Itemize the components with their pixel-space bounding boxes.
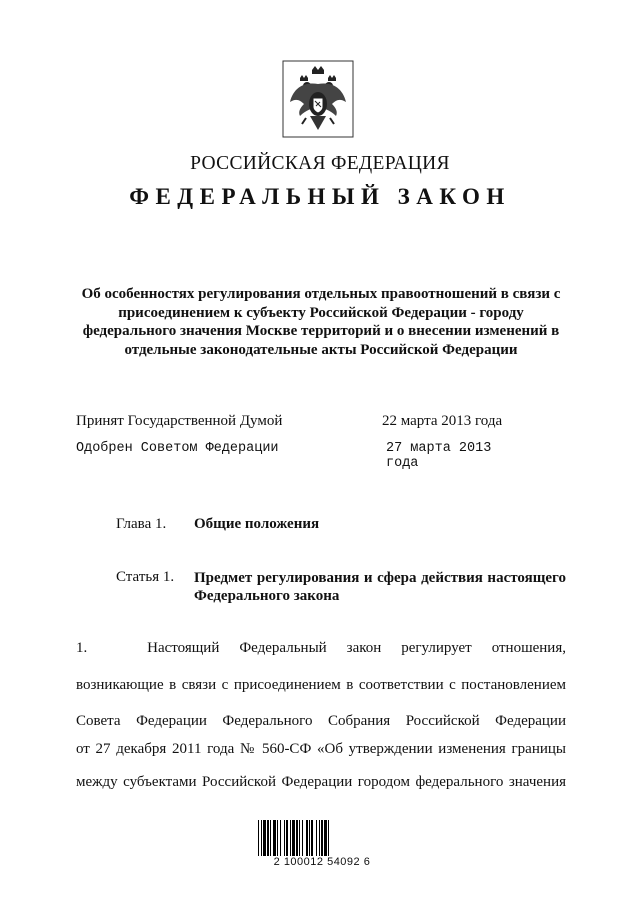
law-title — [76, 285, 566, 359]
article-title: Предмет регулирования и сфера действия настоящего Федерального закона — [194, 570, 566, 604]
barcode-block — [252, 820, 392, 870]
paragraph-line: возникающие в связи с присоединением в соответствии с постановлением — [76, 677, 566, 693]
law-title-line: федерального значения Москве территорий и о внесении изменений в — [82, 323, 560, 339]
paragraph-line: от 27 декабря 2011 года № 560-СФ «Об утверждении изменения границы — [76, 741, 566, 757]
document-type: ФЕДЕРАЛЬНЫЙ ЗАКОН — [129, 184, 511, 209]
law-title-line: присоединением к субъекту Российской Федерации - городу — [118, 304, 524, 321]
adoption-date: 27 марта 2013 года — [386, 441, 492, 471]
paragraph-line: между субъектами Российской Федерации городом федерального значения — [76, 774, 566, 790]
chapter-number: Глава 1. — [116, 516, 167, 532]
adoption-date: 22 марта 2013 года — [382, 413, 503, 429]
paragraph-line: Совета Федерации Федерального Собрания Российской Федерации — [76, 713, 566, 729]
adoption-label: Принят Государственной Думой — [76, 413, 283, 429]
coat-of-arms-icon — [282, 60, 354, 138]
chapter-title: Общие положения — [194, 516, 320, 532]
paragraph-line: 1. Настоящий Федеральный закон регулирует отношения, — [76, 640, 566, 656]
barcode-icon — [256, 820, 384, 856]
adoption-label: Одобрен Советом Федерации — [76, 441, 279, 456]
law-title-line: отдельные законодательные акты Российской Федерации — [124, 341, 518, 358]
barcode-number: 2 100012 54092 6 — [273, 856, 371, 868]
country-name: РОССИЙСКАЯ ФЕДЕРАЦИЯ — [190, 153, 450, 174]
law-title-line: Об особенностях регулирования отдельных правоотношений в связи с — [81, 286, 561, 302]
article-number: Статья 1. — [116, 569, 175, 585]
